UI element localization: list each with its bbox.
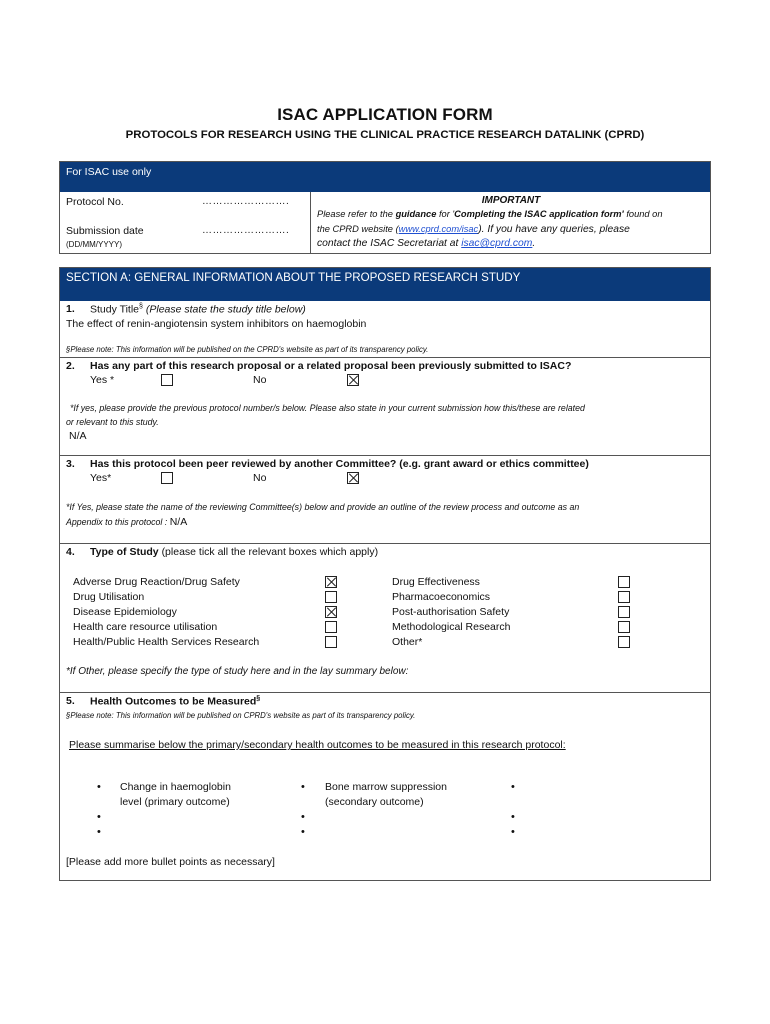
q2-yes-checkbox[interactable] [161, 374, 173, 386]
question-3 [60, 455, 710, 543]
drug-effectiveness-checkbox[interactable] [618, 576, 630, 588]
health-care-resource-checkbox[interactable] [325, 621, 337, 633]
question-5 [60, 692, 710, 880]
important-line-3: contact the ISAC Secretariat at isac@cprd.com. [317, 238, 536, 249]
section-a-title: SECTION A: GENERAL INFORMATION ABOUT THE PROPOSED RESEARCH STUDY [66, 271, 521, 284]
question-4 [60, 543, 710, 692]
q2-yes-label: Yes * [90, 374, 115, 386]
bullet-icon: • [301, 826, 305, 838]
post-authorisation-checkbox[interactable] [618, 606, 630, 618]
q1-answer[interactable]: The effect of renin-angiotensin system inhibitors on haemoglobin [66, 318, 367, 330]
date-format-hint: (DD/MM/YYYY) [66, 240, 122, 249]
methodological-checkbox[interactable] [618, 621, 630, 633]
q5-instruction: Please summarise below the primary/secondary health outcomes to be measured in this research protocol: [69, 739, 566, 751]
q2-no-checkbox[interactable] [347, 374, 359, 386]
q2-number: 2. [66, 360, 75, 372]
submission-date-label: Submission date [66, 225, 144, 237]
study-type-health-care-resource: Health care resource utilisation [73, 621, 218, 633]
q3-yes-checkbox[interactable] [161, 472, 173, 484]
isac-use-box [59, 161, 711, 254]
study-type-methodological: Methodological Research [392, 621, 511, 633]
other-checkbox[interactable] [618, 636, 630, 648]
important-line-1: Please refer to the guidance for 'Completing the ISAC application form' found on [317, 209, 663, 219]
adverse-drug-reaction-checkbox[interactable] [325, 576, 337, 588]
q2-label: Has any part of this research proposal or a related proposal been previously submitted to ISAC? [90, 360, 572, 372]
isac-fields [60, 192, 310, 254]
question-1 [60, 301, 710, 356]
public-health-checkbox[interactable] [325, 636, 337, 648]
study-type-disease-epidemiology: Disease Epidemiology [73, 606, 177, 618]
q3-no-checkbox[interactable] [347, 472, 359, 484]
outcome-2-line-2[interactable]: (secondary outcome) [325, 796, 424, 808]
q2-note-line-2: or relevant to this study. [66, 417, 159, 427]
study-type-pharmacoeconomics: Pharmacoeconomics [392, 591, 491, 603]
isac-bar-label: For ISAC use only [66, 166, 152, 178]
protocol-no-field[interactable]: ……………………. [202, 196, 290, 207]
cprd-isac-link[interactable]: www.cprd.com/isac [398, 223, 479, 234]
q4-number: 4. [66, 546, 75, 558]
page-subtitle: PROTOCOLS FOR RESEARCH USING THE CLINICAL PRACTICE RESEARCH DATALINK (CPRD) [125, 129, 645, 141]
bullet-icon: • [511, 811, 515, 823]
isac-bar [60, 162, 710, 192]
section-a [59, 267, 711, 881]
submission-date-field[interactable]: ……………………. [202, 225, 290, 236]
bullet-icon: • [301, 811, 305, 823]
important-line-2: the CPRD website (www.cprd.com/isac). If you have any queries, please [317, 223, 630, 235]
pharmacoeconomics-checkbox[interactable] [618, 591, 630, 603]
study-type-drug-effectiveness: Drug Effectiveness [392, 576, 480, 588]
outcome-1-line-1[interactable]: Change in haemoglobin [120, 781, 231, 793]
guidance-word: guidance [395, 209, 437, 219]
q1-number: 1. [66, 303, 75, 315]
q3-no-label: No [253, 472, 267, 484]
bullet-icon: • [97, 811, 101, 823]
q2-answer[interactable]: N/A [69, 430, 87, 442]
q3-number: 3. [66, 458, 75, 470]
q4-label: Type of Study (please tick all the relevant boxes which apply) [90, 546, 379, 558]
q5-note: §Please note: This information will be published on CPRD's website as part of its transparency policy. [66, 711, 416, 720]
bullet-icon: • [511, 781, 515, 793]
protocol-no-label: Protocol No. [66, 196, 124, 208]
study-type-adverse-drug-reaction: Adverse Drug Reaction/Drug Safety [73, 576, 240, 588]
important-title: IMPORTANT [481, 195, 541, 206]
q5-number: 5. [66, 695, 75, 707]
q3-label: Has this protocol been peer reviewed by another Committee? (e.g. grant award or ethics committee) [90, 458, 589, 470]
q3-yes-label: Yes* [90, 472, 112, 484]
disease-epidemiology-checkbox[interactable] [325, 606, 337, 618]
q2-note-line-1: *If yes, please provide the previous protocol number/s below. Please also state in your current submission how this/these are related [70, 403, 585, 413]
q1-note: §Please note: This information will be published on the CPRD's website as part of its transparency policy. [66, 345, 429, 354]
q1-label: Study Title§ (Please state the study title below) [90, 303, 306, 316]
bullet-icon: • [97, 781, 101, 793]
q3-note-line-1: *If Yes, please state the name of the reviewing Committee(s) below and provide an outline of the review process and outcome as an [66, 502, 580, 512]
q4-other-note: *If Other, please specify the type of study here and in the lay summary below: [66, 666, 409, 677]
bullet-icon: • [511, 826, 515, 838]
q3-note-line-2: Appendix to this protocol : N/A [66, 516, 188, 528]
study-type-post-authorisation: Post-authorisation Safety [392, 606, 510, 618]
q2-no-label: No [253, 374, 267, 386]
study-type-drug-utilisation: Drug Utilisation [73, 591, 145, 603]
study-type-public-health: Health/Public Health Services Research [73, 636, 260, 648]
q5-label: Health Outcomes to be Measured§ [90, 695, 261, 708]
bullet-icon: • [97, 826, 101, 838]
page-title: ISAC APPLICATION FORM [277, 105, 493, 124]
guidance-doc-name: Completing the ISAC application form' [454, 209, 624, 219]
outcome-2-line-1[interactable]: Bone marrow suppression [325, 781, 447, 793]
important-notice [310, 192, 711, 254]
bullet-icon: • [301, 781, 305, 793]
outcome-1-line-2[interactable]: level (primary outcome) [120, 796, 230, 808]
question-2 [60, 357, 710, 455]
isac-email-link[interactable]: isac@cprd.com [461, 238, 533, 249]
q5-footer-note: [Please add more bullet points as necessary] [66, 856, 275, 868]
q3-answer[interactable]: N/A [169, 516, 188, 528]
study-type-other: Other* [392, 636, 423, 648]
section-a-bar [60, 268, 710, 301]
drug-utilisation-checkbox[interactable] [325, 591, 337, 603]
